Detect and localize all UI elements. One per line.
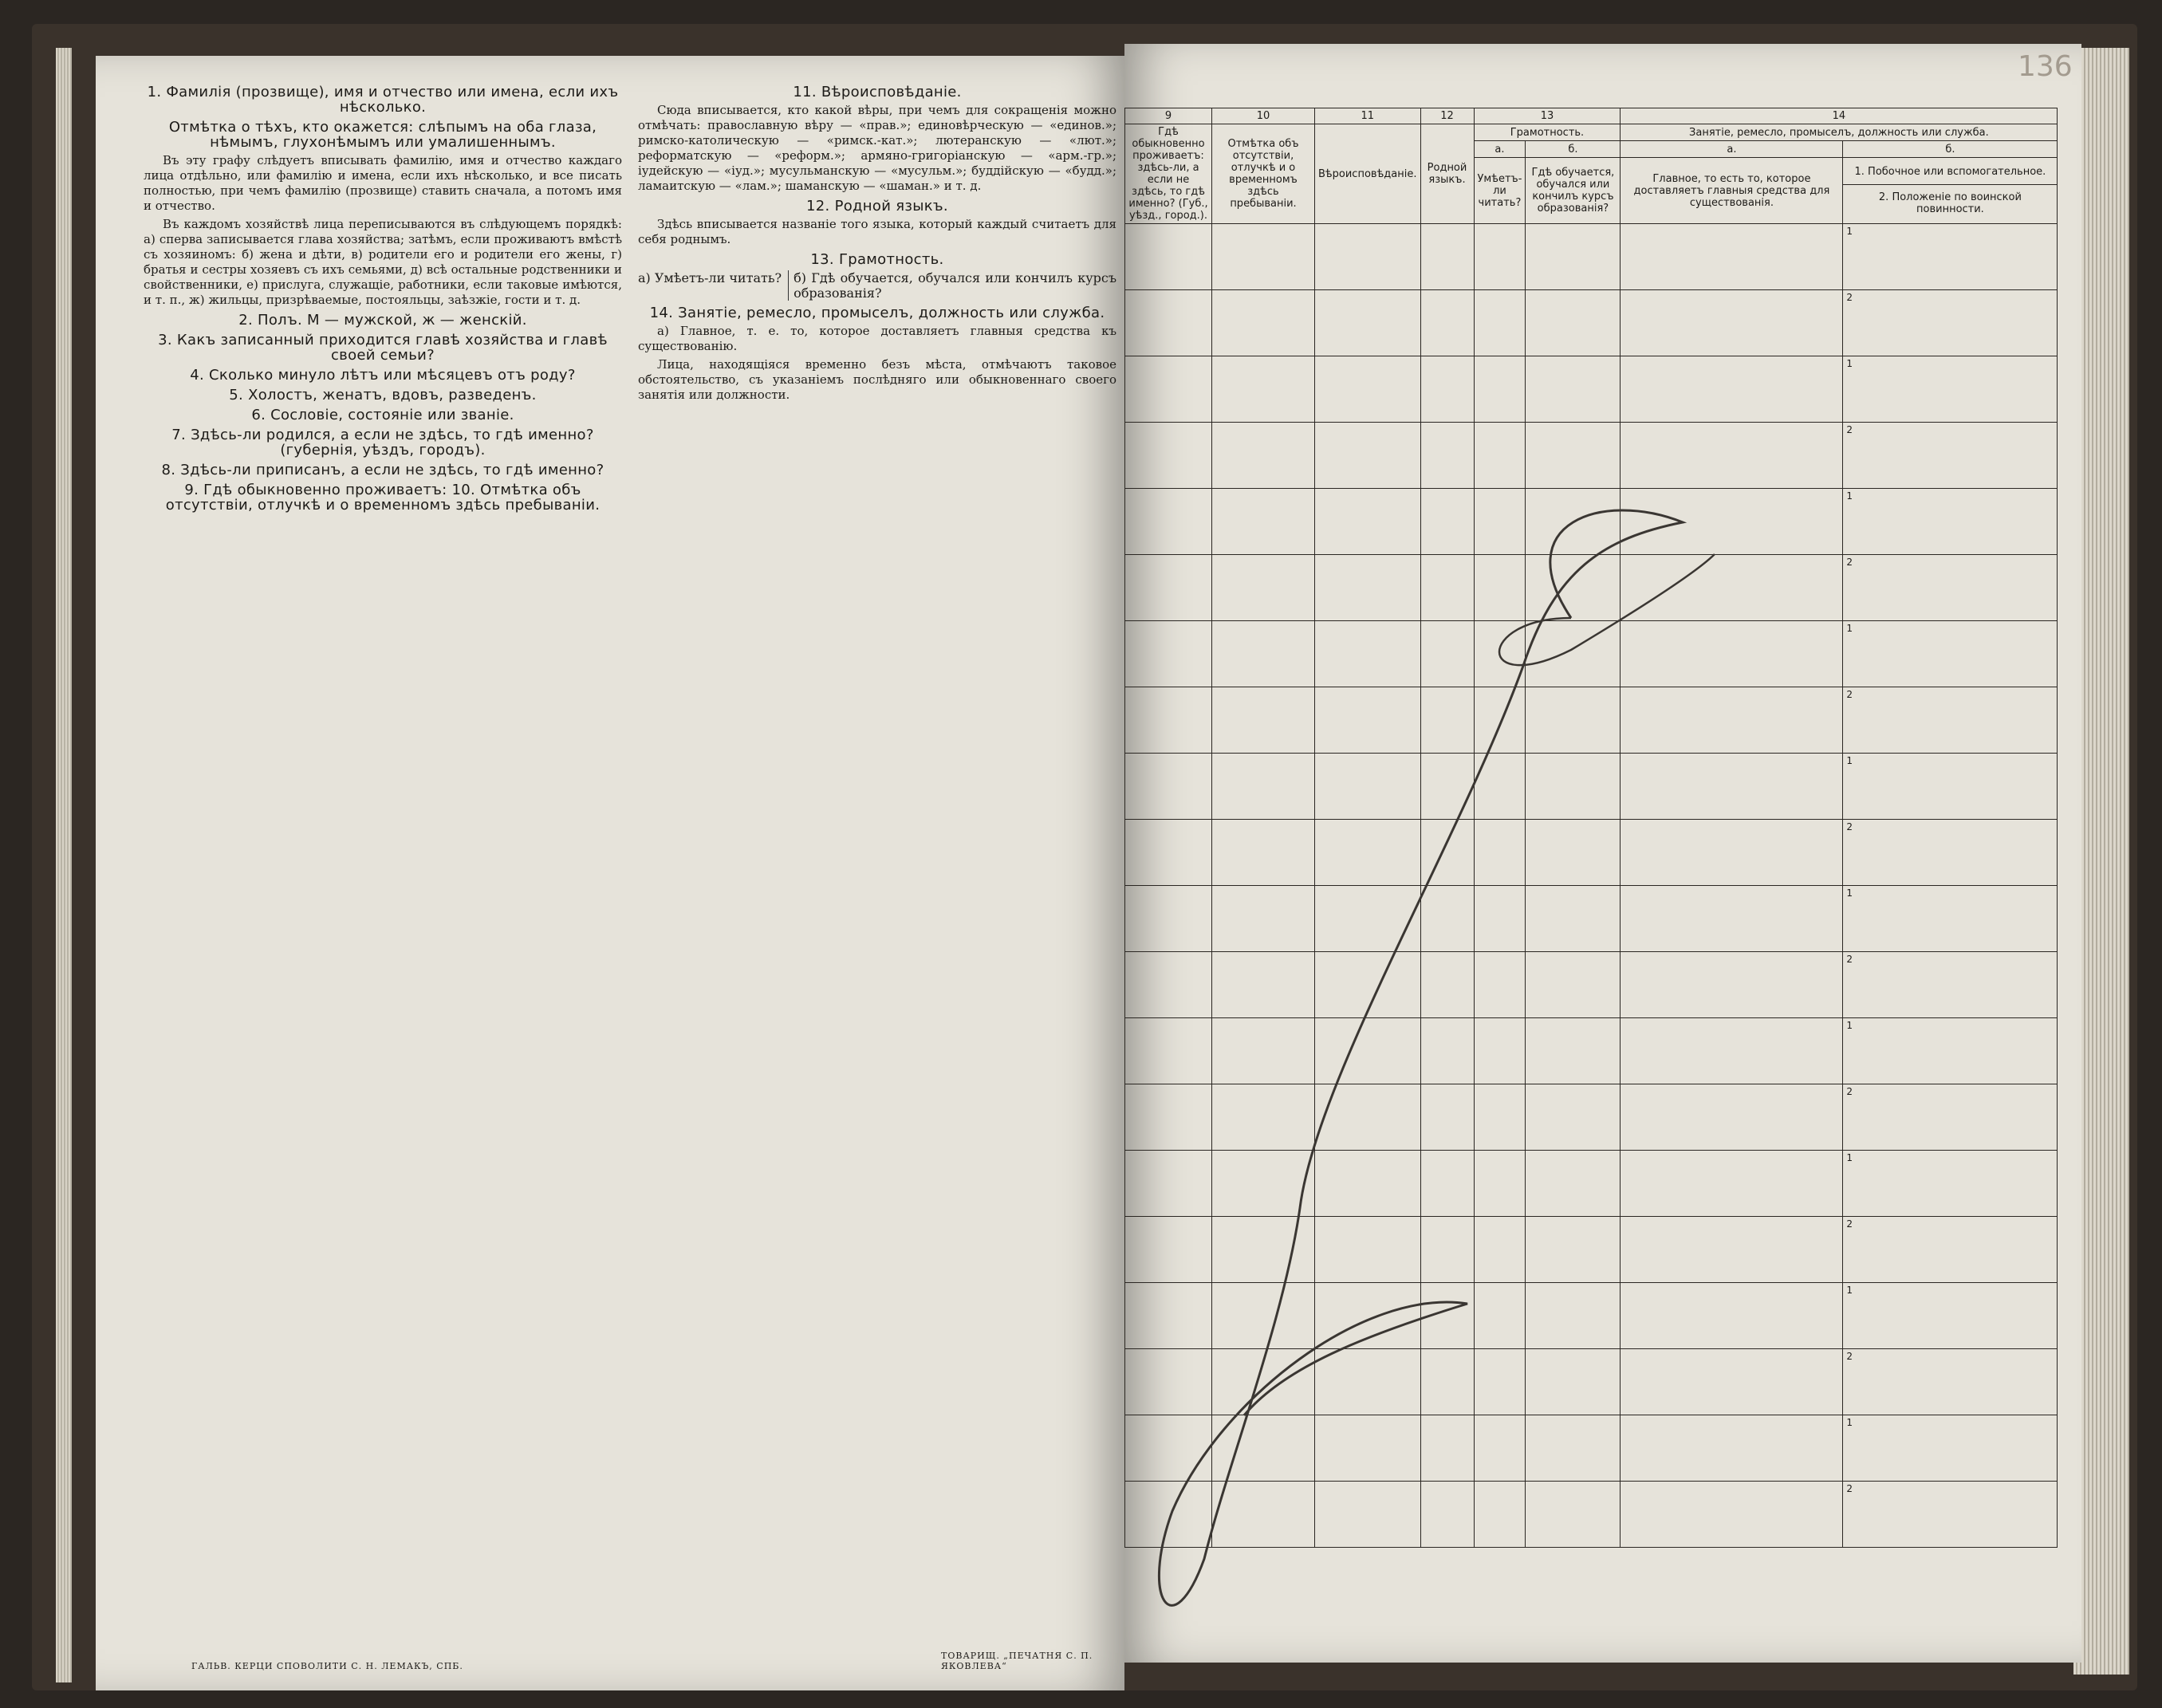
row-mark: 1: [1843, 1151, 2058, 1217]
register-cell: [1125, 820, 1212, 886]
register-cell: [1212, 489, 1315, 555]
register-cell: [1420, 1018, 1474, 1084]
register-cell: [1474, 687, 1526, 754]
section-heading: 7. Здѣсь-ли родился, а если не здѣсь, то гдѣ именно? (губернія, уѣздъ, городъ).: [171, 427, 594, 458]
register-cell: [1474, 1349, 1526, 1415]
row-mark: 2: [1843, 1217, 2058, 1283]
register-row: [1125, 1018, 2058, 1084]
section-heading: 4. Сколько минуло лѣтъ или мѣсяцевъ отъ роду?: [190, 367, 576, 384]
register-cell: [1212, 1349, 1315, 1415]
register-cell: [1212, 224, 1315, 290]
register-cell: [1125, 423, 1212, 489]
col-number-10: 10: [1212, 108, 1315, 124]
header-residence: Гдѣ обыкновенно проживаетъ: здѣсь-ли, а если не здѣсь, то гдѣ именно? (Губ., уѣзд., город.).: [1125, 124, 1212, 224]
register-cell: [1315, 489, 1421, 555]
register-cell: [1315, 820, 1421, 886]
page-edges-left: [56, 48, 72, 1682]
register-cell: [1420, 886, 1474, 952]
register-cell: [1212, 952, 1315, 1018]
register-cell: [1315, 886, 1421, 952]
row-mark: 2: [1843, 952, 2058, 1018]
register-cell: [1212, 290, 1315, 356]
row-mark: 1: [1843, 886, 2058, 952]
register-cell: [1315, 754, 1421, 820]
register-row: [1125, 1349, 2058, 1415]
register-cell: [1474, 754, 1526, 820]
register-cell: [1621, 687, 1843, 754]
row-mark: 1: [1843, 224, 2058, 290]
header-religion: Вѣроисповѣданіе.: [1315, 124, 1421, 224]
section-heading: 14. Занятіе, ремесло, промыселъ, должность или служба.: [649, 305, 1105, 321]
header-secondary-occupation: 1. Побочное или вспомогательное.: [1843, 159, 2057, 185]
register-cell: [1315, 555, 1421, 621]
register-cell: [1526, 754, 1621, 820]
register-cell: [1526, 1283, 1621, 1349]
register-cell: [1621, 886, 1843, 952]
row-mark: 2: [1843, 1084, 2058, 1151]
register-cell: [1621, 621, 1843, 687]
register-cell: [1125, 555, 1212, 621]
register-cell: [1526, 489, 1621, 555]
page-edges-right: [2073, 48, 2129, 1675]
register-cell: [1420, 621, 1474, 687]
register-cell: [1526, 1349, 1621, 1415]
right-page: [1124, 44, 2081, 1663]
section-heading: 2. Полъ. М — мужской, ж — женскій.: [238, 312, 527, 329]
register-cell: [1621, 1482, 1843, 1548]
row-mark: 1: [1843, 1018, 2058, 1084]
register-cell: [1526, 555, 1621, 621]
register-cell: [1474, 952, 1526, 1018]
header-can-read: Умѣетъ-ли читать?: [1474, 158, 1526, 224]
register-cell: [1621, 356, 1843, 423]
row-mark: 2: [1843, 820, 2058, 886]
row-mark: 1: [1843, 356, 2058, 423]
register-cell: [1212, 1283, 1315, 1349]
register-cell: [1125, 1084, 1212, 1151]
register-cell: [1315, 1482, 1421, 1548]
register-cell: [1474, 555, 1526, 621]
register-cell: [1526, 1415, 1621, 1482]
register-cell: [1125, 1482, 1212, 1548]
register-cell: [1474, 1415, 1526, 1482]
section-heading: 13. Грамотность.: [810, 251, 944, 268]
header-14a-letter: а.: [1621, 141, 1843, 158]
register-cell: [1621, 952, 1843, 1018]
register-cell: [1420, 1349, 1474, 1415]
register-cell: [1315, 687, 1421, 754]
header-absence: Отмѣтка объ отсутствіи, отлучкѣ и о временномъ здѣсь пребываніи.: [1212, 124, 1315, 224]
column-number-row: [1125, 108, 2058, 124]
register-cell: [1212, 1018, 1315, 1084]
instruction-paragraph: Сюда вписывается, кто какой вѣры, при чемъ для сокращенія можно отмѣчать: православную вѣру — «прав.»; единовѣрческую — «единов.»; римско-католическую — «римск.-кат.»; лютеранскую — «лют.»; реформатскую — «реформ.»; армяно-григоріанскую — «арм.-гр.»; іудейскую — «іуд.»; мусульманскую — «мусульм.»; буддійскую — «будд.»; ламаитскую — «лам.»; шаманскую — «шаман.» и т. д.: [638, 103, 1116, 193]
section-heading: 11. Вѣроисповѣданіе.: [793, 84, 962, 100]
register-cell: [1621, 224, 1843, 290]
header-13b-letter: б.: [1526, 141, 1621, 158]
instruction-paragraph: Въ каждомъ хозяйствѣ лица переписываются въ слѣдующемъ порядкѣ: а) сперва записывается глава хозяйства; затѣмъ, если проживаютъ вмѣстѣ съ хозяиномъ: б) жена и дѣти, в) родители его и родители его жены, г) братья и сестры хозяевъ съ ихъ семьями, д) всѣ остальные родственники и свойственники, е) прислуга, служащіе, работники, если таковые имѣются, и т. п., ж) жильцы, призрѣваемые, постояльцы, заѣзжіе, гости и т. д.: [144, 217, 622, 307]
register-cell: [1125, 1151, 1212, 1217]
register-cell: [1125, 886, 1212, 952]
section-heading: 12. Родной языкъ.: [806, 198, 948, 214]
row-mark: 1: [1843, 1283, 2058, 1349]
col-number-14: 14: [1621, 108, 2058, 124]
register-cell: [1212, 1415, 1315, 1482]
register-cell: [1621, 1349, 1843, 1415]
register-cell: [1526, 886, 1621, 952]
register-cell: [1212, 754, 1315, 820]
row-mark: 2: [1843, 1482, 2058, 1548]
register-cell: [1621, 1018, 1843, 1084]
register-cell: [1621, 290, 1843, 356]
col-number-12: 12: [1420, 108, 1474, 124]
register-cell: [1621, 423, 1843, 489]
register-row: [1125, 1283, 2058, 1349]
section-heading: 6. Сословіе, состояніе или званіе.: [251, 407, 514, 423]
register-cell: [1420, 1482, 1474, 1548]
left-page: [96, 56, 1124, 1690]
register-cell: [1420, 356, 1474, 423]
printer-footer-left: ГАЛЬВ. КЕРЦИ СПОВОЛИТИ С. Н. ЛЕМАКЪ, СПБ.: [191, 1661, 463, 1671]
register-cell: [1474, 224, 1526, 290]
register-cell: [1526, 1482, 1621, 1548]
register-cell: [1420, 224, 1474, 290]
register-cell: [1212, 886, 1315, 952]
header-literacy: Грамотность.: [1474, 124, 1621, 141]
register-cell: [1420, 1283, 1474, 1349]
header-13a-letter: а.: [1474, 141, 1526, 158]
register-cell: [1474, 489, 1526, 555]
register-body: [1125, 224, 2058, 1548]
register-cell: [1526, 1217, 1621, 1283]
section-heading: 3. Какъ записанный приходится главѣ хозяйства и главѣ своей семьи?: [158, 332, 608, 364]
instruction-paragraph: Здѣсь вписывается названіе того языка, который каждый считаетъ для себя роднымъ.: [638, 217, 1116, 246]
register-cell: [1526, 687, 1621, 754]
register-cell: [1474, 1151, 1526, 1217]
register-cell: [1621, 754, 1843, 820]
register-cell: [1420, 1415, 1474, 1482]
register-cell: [1474, 423, 1526, 489]
row-mark: 2: [1843, 1349, 2058, 1415]
instructions-column-1: [144, 80, 622, 516]
register-cell: [1420, 1084, 1474, 1151]
register-row: [1125, 952, 2058, 1018]
row-mark: 2: [1843, 423, 2058, 489]
register-cell: [1621, 489, 1843, 555]
section-heading: 5. Холостъ, женатъ, вдовъ, разведенъ.: [229, 387, 537, 403]
register-cell: [1125, 952, 1212, 1018]
instruction-paragraph: Въ эту графу слѣдуетъ вписывать фамилію, имя и отчество каждаго лица отдѣльно, или фамилію и имена, если ихъ нѣсколько, и все писать полностью, при чемъ фамилію (прозвище) ставить сначала, а потомъ имя и отчество.: [144, 153, 622, 213]
register-cell: [1474, 1217, 1526, 1283]
register-cell: [1526, 1151, 1621, 1217]
register-cell: [1621, 1084, 1843, 1151]
register-cell: [1212, 1482, 1315, 1548]
register-cell: [1474, 290, 1526, 356]
header-native-language: Родной языкъ.: [1420, 124, 1474, 224]
subheading-b: б) Гдѣ обучается, обучался или кончилъ курсъ образованія?: [788, 270, 1116, 301]
register-cell: [1526, 952, 1621, 1018]
register-cell: [1315, 1283, 1421, 1349]
register-cell: [1420, 952, 1474, 1018]
register-cell: [1420, 290, 1474, 356]
register-row: [1125, 489, 2058, 555]
register-row: [1125, 423, 2058, 489]
literacy-subheadings: [638, 270, 1116, 301]
row-mark: 1: [1843, 621, 2058, 687]
register-cell: [1526, 820, 1621, 886]
header-military-duty: 2. Положеніе по воинской повинности.: [1878, 191, 2022, 215]
register-row: [1125, 1217, 2058, 1283]
register-cell: [1474, 1283, 1526, 1349]
register-cell: [1125, 290, 1212, 356]
register-row: [1125, 1415, 2058, 1482]
register-cell: [1420, 555, 1474, 621]
row-mark: 1: [1843, 489, 2058, 555]
register-row: [1125, 290, 2058, 356]
header-education: Гдѣ обучается, обучался или кончилъ курсъ образованія?: [1526, 158, 1621, 224]
row-mark: 1: [1843, 1415, 2058, 1482]
register-cell: [1125, 356, 1212, 423]
register-cell: [1474, 1482, 1526, 1548]
register-cell: [1420, 820, 1474, 886]
register-cell: [1526, 290, 1621, 356]
header-14b-letter: б.: [1843, 141, 2058, 158]
register-cell: [1474, 621, 1526, 687]
register-row: [1125, 687, 2058, 754]
register-cell: [1474, 1018, 1526, 1084]
register-cell: [1526, 224, 1621, 290]
register-cell: [1125, 224, 1212, 290]
header-secondary: [1843, 158, 2058, 224]
register-row: [1125, 754, 2058, 820]
register-row: [1125, 1482, 2058, 1548]
register-cell: [1474, 820, 1526, 886]
col-number-13: 13: [1474, 108, 1621, 124]
register-cell: [1621, 555, 1843, 621]
register-cell: [1526, 1018, 1621, 1084]
register-cell: [1212, 423, 1315, 489]
register-cell: [1526, 356, 1621, 423]
register-cell: [1420, 489, 1474, 555]
register-cell: [1420, 687, 1474, 754]
header-row-1: [1125, 124, 2058, 141]
subheading-a: а) Умѣетъ-ли читать?: [638, 270, 782, 285]
register-cell: [1212, 687, 1315, 754]
register-cell: [1315, 1018, 1421, 1084]
register-cell: [1474, 886, 1526, 952]
register-cell: [1474, 356, 1526, 423]
register-cell: [1315, 1349, 1421, 1415]
instruction-paragraph: Лица, находящіяся временно безъ мѣста, отмѣчаютъ таковое обстоятельство, съ указаніемъ послѣдняго или обыкновеннаго своего занятія или должности.: [638, 357, 1116, 402]
register-row: [1125, 555, 2058, 621]
register-cell: [1125, 1415, 1212, 1482]
register-cell: [1315, 952, 1421, 1018]
col-number-11: 11: [1315, 108, 1421, 124]
register-cell: [1474, 1084, 1526, 1151]
register-cell: [1125, 1283, 1212, 1349]
register-cell: [1212, 356, 1315, 423]
register-cell: [1315, 290, 1421, 356]
register-cell: [1621, 820, 1843, 886]
register-cell: [1621, 1151, 1843, 1217]
register-cell: [1125, 489, 1212, 555]
register-cell: [1621, 1415, 1843, 1482]
section-heading: Отмѣтка о тѣхъ, кто окажется: слѣпымъ на оба глаза, нѣмымъ, глухонѣмымъ или умалишеннымъ.: [168, 119, 597, 151]
register-row: [1125, 1151, 2058, 1217]
section-heading: 9. Гдѣ обыкновенно проживаетъ: 10. Отмѣтка объ отсутствіи, отлучкѣ и о временномъ здѣсь пребываніи.: [165, 482, 601, 514]
register-cell: [1212, 1151, 1315, 1217]
register-cell: [1315, 1151, 1421, 1217]
register-row: [1125, 1084, 2058, 1151]
page-number: 136: [2018, 50, 2073, 83]
section-heading: 8. Здѣсь-ли приписанъ, а если не здѣсь, то гдѣ именно?: [161, 462, 604, 478]
register-cell: [1212, 1217, 1315, 1283]
register-cell: [1420, 423, 1474, 489]
register-cell: [1621, 1283, 1843, 1349]
row-mark: 2: [1843, 687, 2058, 754]
register-cell: [1125, 621, 1212, 687]
register-cell: [1315, 224, 1421, 290]
instructions-column-2: [638, 80, 1116, 406]
register-row: [1125, 224, 2058, 290]
register-cell: [1526, 621, 1621, 687]
register-cell: [1125, 1217, 1212, 1283]
register-cell: [1420, 1217, 1474, 1283]
header-main-occupation: Главное, то есть то, которое доставляетъ главныя средства для существованія.: [1621, 158, 1843, 224]
register-cell: [1212, 555, 1315, 621]
register-cell: [1125, 687, 1212, 754]
register-cell: [1212, 820, 1315, 886]
register-cell: [1420, 1151, 1474, 1217]
section-heading: 1. Фамилія (прозвище), имя и отчество или имена, если ихъ нѣсколько.: [147, 84, 619, 116]
register-cell: [1315, 1084, 1421, 1151]
row-mark: 2: [1843, 555, 2058, 621]
register-cell: [1212, 1084, 1315, 1151]
register-cell: [1125, 1349, 1212, 1415]
register-cell: [1315, 1415, 1421, 1482]
register-row: [1125, 621, 2058, 687]
row-mark: 2: [1843, 290, 2058, 356]
col-number-9: 9: [1125, 108, 1212, 124]
register-cell: [1315, 356, 1421, 423]
row-mark: 1: [1843, 754, 2058, 820]
register-row: [1125, 886, 2058, 952]
register-cell: [1420, 754, 1474, 820]
register-cell: [1315, 423, 1421, 489]
instruction-paragraph: а) Главное, т. е. то, которое доставляетъ главныя средства къ существованію.: [638, 324, 1116, 353]
register-cell: [1526, 1084, 1621, 1151]
register-cell: [1125, 754, 1212, 820]
register-cell: [1125, 1018, 1212, 1084]
register-cell: [1315, 1217, 1421, 1283]
register-cell: [1526, 423, 1621, 489]
register-row: [1125, 820, 2058, 886]
printer-footer-right: ТОВАРИЩ. „ПЕЧАТНЯ С. П. ЯКОВЛЕВА“: [941, 1651, 1093, 1671]
register-row: [1125, 356, 2058, 423]
header-occupation: Занятіе, ремесло, промыселъ, должность или служба.: [1621, 124, 2058, 141]
register-cell: [1315, 621, 1421, 687]
census-register-table: [1124, 108, 2058, 1548]
register-cell: [1621, 1217, 1843, 1283]
register-cell: [1212, 621, 1315, 687]
